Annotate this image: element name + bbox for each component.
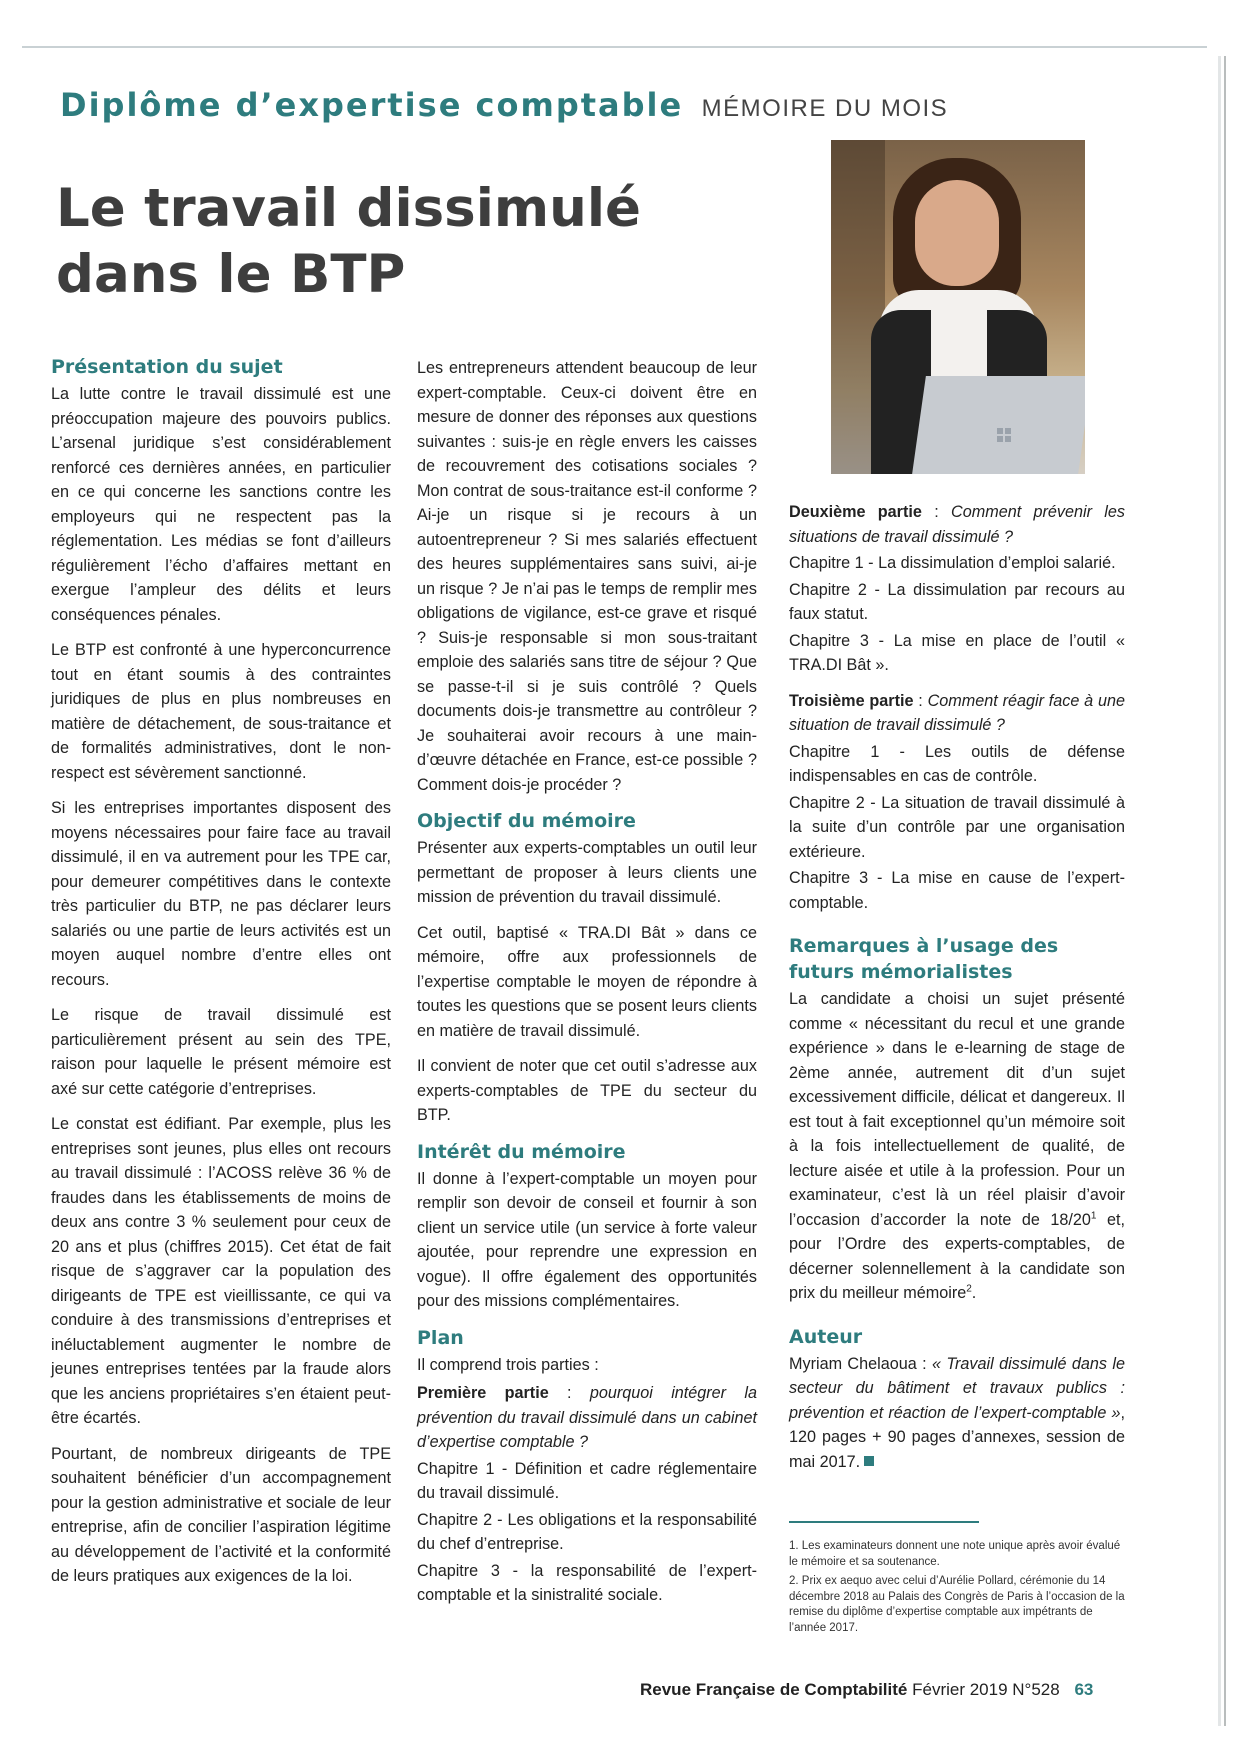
paragraph: Il convient de noter que cet outil s’adresse aux experts-comptables de TPE du secteur du BTP. [417,1057,757,1124]
remarks-text: La candidate a choisi un sujet présenté comme « nécessitant du recul et une grande expérience » dans le e-learning de stage de 2ème année, autrement dit d’un sujet excessivement difficile, délicat et dangereux. Il est tout à fait exceptionnel qu’un mémoire soit à la fois intellectuellement de qualité, de lecture aisée et utile à la profession. Pour un examinateur, c’est là un réel plaisir d’avoir l’occasion d’accorder la note de 18/20 [789,990,1125,1229]
chapter: Chapitre 3 - La mise en place de l’outil « TRA.DI Bât ». [789,631,1125,674]
top-rule [22,46,1207,48]
chapter: Chapitre 2 - La dissimulation par recours au faux statut. [789,580,1125,623]
chapter: Chapitre 3 - La mise en cause de l’expert-comptable. [789,869,1125,912]
plan-part-3 [789,689,1125,738]
chapter: Chapitre 1 - La dissimulation d’emploi salarié. [789,554,1116,572]
paragraph: Il comprend trois parties : [417,1355,599,1374]
heading-objectif: Objectif du mémoire [417,810,636,832]
part-label: Première partie [417,1384,549,1402]
article-title: Le travail dissimulé dans le BTP [56,178,641,305]
paragraph: Le risque de travail dissimulé est particulièrement présent au sein des TPE, raison pour laquelle le présent mémoire est axé sur cette catégorie d’entreprises. [51,1006,391,1098]
photo-laptop [912,376,1085,474]
column-2 [417,356,757,1619]
chapter: Chapitre 1 - Définition et cadre réglementaire du travail dissimulé. [417,1459,757,1502]
author-name: Myriam Chelaoua : [789,1354,932,1373]
heading-plan: Plan [417,1326,464,1349]
paragraph: Le constat est édifiant. Par exemple, plus les entreprises sont jeunes, plus elles ont recours au travail dissimulé : l’ACOSS relève 36 % de fraudes dans les établissements de moins de deux ans contre 3 % seulement pour ceux de 20 ans et plus (chiffres 2015). Cet état de fait risque de s’aggraver car la population des dirigeants de TPE est vieillissante, ce qui va conduire à des transmissions d’entreprises et inéluctablement augmenter le nombre de jeunes entreprises tentées par la fraude alors que les anciens propriétaires s’en étaient peut-être écartés. [51,1115,391,1427]
part-title: pourquoi intégrer la prévention du travail dissimulé dans un cabinet d’expertise comptable ? [417,1384,757,1451]
section-title: Diplôme d’expertise comptable [60,86,684,124]
heading-interet: Intérêt du mémoire [417,1140,626,1163]
chapter: Chapitre 2 - La situation de travail dissimulé à la suite d’un contrôle par une organisation extérieure. [789,793,1125,861]
paragraph: Le BTP est confronté à une hyperconcurrence tout en étant soumis à des contraintes juridiques de plus en plus nombreuses en matière de détachement, de sous-traitance et de formalités administratives, dont le non-respect est sévèrement sanctionné. [51,641,391,782]
photo-face [915,180,999,286]
column-1 [51,354,391,1600]
footnote-1: 1. Les examinateurs donnent une note unique après avoir évalué le mémoire et sa soutenance. [789,1540,1121,1568]
part-title: Comment prévenir les situations de travail dissimulé ? [789,503,1126,546]
end-mark-icon [864,1456,874,1466]
author-paragraph [789,1352,1125,1475]
footnote-2: 2. Prix ex aequo avec celui d’Aurélie Pollard, cérémonie du 14 décembre 2018 au Palais des Congrès de Paris à l’occasion de la remise du diplôme d’expertise comptable aux impétrants de l’année 2017. [789,1575,1125,1634]
chapter: Chapitre 2 - Les obligations et la responsabilité du chef d’entreprise. [417,1510,757,1553]
paragraph: La lutte contre le travail dissimulé est une préoccupation majeure des pouvoirs publics. L’arsenal juridique s’est considérablement renforcé ces dernières années, en particulier en ce qui concerne les sanctions contre les employeurs qui ne respectent pas la réglementation. Les médias se font d’ailleurs régulièrement l’écho d’affaires mettant en exergue l’ampleur des délits et leurs conséquences pénales. [51,385,391,624]
plan-part-1 [417,1381,757,1455]
paragraph: Cet outil, baptisé « TRA.DI Bât » dans ce mémoire, offre aux professionnels de l’expertise comptable le moyen de répondre à toutes les questions que se posent leurs clients en matière de travail dissimulé. [417,923,757,1040]
journal-name: Revue Française de Comptabilité [640,1680,908,1699]
part-title: Comment réagir face à une situation de travail dissimulé ? [789,691,1125,734]
paragraph: Si les entreprises importantes disposent des moyens nécessaires pour faire face au travail dissimulé, il en va autrement pour les TPE car, pour demeurer compétitives dans le contexte très particulier du BTP, ne pas déclarer leurs salariés ou une partie de leurs activités est un moyen auquel nombre d’entre elles ont recours. [51,799,391,989]
part-label: Deuxième partie [789,503,922,521]
separator: : [913,691,928,710]
page-edge [1218,56,1221,1726]
page-footer [640,1680,1093,1700]
heading-presentation: Présentation du sujet [51,356,283,378]
footnote-ref-2: 2 [966,1283,972,1295]
memoir-title: « Travail dissimulé dans le secteur du bâtiment et travaux publics : prévention et réaction de l’expert-comptable » [789,1354,1125,1422]
footnote-ref-1: 1 [1090,1210,1097,1222]
paragraph: Les entrepreneurs attendent beaucoup de leur expert-comptable. Ceux-ci doivent être en mesure de donner des réponses aux questions suivantes : suis-je en règle envers les caisses de recouvrement des cotisations sociales ? Mon contrat de sous-traitance est-il conforme ? Ai-je un risque si je recours à un autoentrepreneur ? Si mes salariés effectuent des heures supplémentaires sans suivi, ai-je un risque ? Je n’ai pas le temps de remplir mes obligations de vigilance, est-ce grave et risqué ? Suis-je responsable si mon sous-traitant emploie des salariés sans titre de séjour ? Que se passe-t-il si je suis contrôlé ? Quels documents dois-je transmettre au contrôleur ? Je souhaiterai avoir recours à une main-d’œuvre détachée en France, est-ce possible ? Comment dois-je procéder ? [417,359,757,794]
separator: : [548,1384,590,1402]
laptop-logo-icon [997,428,1011,442]
author-photo [831,140,1085,474]
page-header [60,86,948,124]
memoir-details: , 120 pages + 90 pages d’annexes, session de mai 2017. [789,1403,1125,1471]
paragraph: Pourtant, de nombreux dirigeants de TPE souhaitent bénéficier d’un accompagnement pour la gestion administrative et sociale de leur entreprise, afin de concilier l’aspiration légitime au développement de l’activité et la conformité de leurs pratiques aux exigences de la loi. [51,1444,391,1585]
heading-remarques: Remarques à l’usage des futurs mémorialistes [789,935,1059,983]
issue-info: Février 2019 N°528 [912,1680,1060,1699]
heading-auteur: Auteur [789,1325,863,1348]
page-edge-shadow [1224,56,1226,1726]
column-3 [789,500,1125,1485]
part-label: Troisième partie [789,691,914,710]
page-number: 63 [1074,1680,1094,1699]
chapter: Chapitre 1 - Les outils de défense indispensables en cas de contrôle. [789,742,1125,785]
chapter: Chapitre 3 - la responsabilité de l’expert-comptable et la sinistralité sociale. [417,1561,757,1604]
paragraph: Il donne à l’expert-comptable un moyen pour remplir son devoir de conseil et fournir à son client un service utile (un service à forte valeur ajoutée, pour reprendre une expression en vogue). Il offre également des opportunités pour des missions complémentaires. [417,1169,757,1310]
subsection-title: MÉMOIRE DU MOIS [701,95,949,122]
footnotes [789,1539,1125,1640]
separator: : [921,503,952,521]
remarks-text: . [971,1284,977,1302]
remarks-text: et, pour l’Ordre des experts-comptables, de décerner solennellement à la candidate son prix du meilleur mémoire [789,1210,1126,1302]
paragraph: Présenter aux experts-comptables un outil leur permettant de proposer à leurs clients une mission de prévention du travail dissimulé. [417,839,757,906]
remarks-paragraph [789,987,1125,1306]
footnote-rule [789,1521,979,1523]
plan-part-2 [789,500,1125,549]
